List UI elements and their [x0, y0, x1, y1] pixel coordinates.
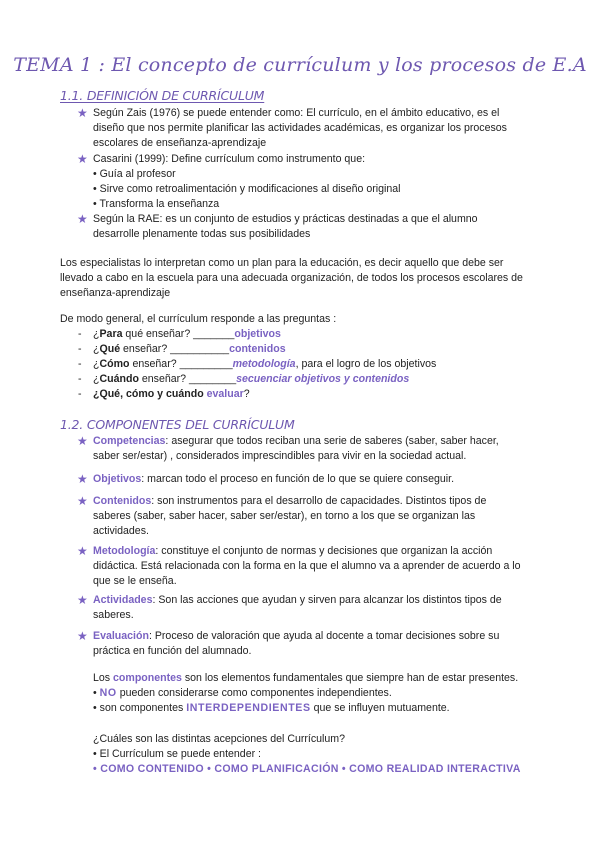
componentes-summary	[78, 671, 538, 716]
question-text	[93, 387, 250, 402]
especialistas-paragraph: Los especialistas lo interpretan como un plan para la educación, es decir aquello que debe ser llevado a cabo en la escuela para una adecuada organización, de todos los procesos escolares de enseñanza-aprendizaje	[60, 257, 523, 299]
component-label: Contenidos	[93, 495, 152, 507]
inter-post: que se influyen mutuamente.	[310, 702, 450, 714]
star-icon: ★	[77, 593, 88, 607]
star-icon: ★	[77, 106, 88, 120]
component-evaluacion	[78, 629, 526, 659]
question-blank: __________	[170, 343, 230, 355]
inter-line	[93, 701, 538, 716]
star-icon: ★	[77, 629, 88, 643]
question-text	[93, 327, 281, 342]
question-blank: _______	[193, 328, 235, 340]
component-desc: marcan todo el proceso en función de lo que se quiere conseguir.	[144, 473, 455, 485]
page-title: TEMA 1 : El concepto de currículum y los procesos de E.A	[13, 54, 587, 76]
componentes-word: componentes	[113, 672, 182, 684]
question-text	[93, 342, 286, 357]
inter-pre: • son componentes	[93, 702, 187, 714]
question-blank: _________	[179, 358, 233, 370]
component-label: Objetivos	[93, 473, 142, 485]
definition-rae-text: Según la RAE: es un conjunto de estudios y prácticas destinadas a que el alumno desarrolle plenamente todas sus posibilidades	[93, 213, 478, 240]
component-sep: :	[151, 495, 155, 507]
definition-casarini-text: Casarini (1999): Define currículum como instrumento que:	[93, 153, 366, 165]
no-line	[93, 686, 538, 701]
definition-zais-text: Según Zais (1976) se puede entender como: El currículo, en el ámbito educativo, es el diseño que nos permite planificar las actividades académicas, es organizar los procesos escolares de enseñanza-aprendizaje	[93, 107, 507, 149]
component-sep: :	[155, 545, 159, 557]
definition-casarini	[78, 152, 526, 212]
dash-marker: -	[78, 358, 82, 370]
acepciones-list: • COMO CONTENIDO • COMO PLANIFICACIÓN • COMO REALIDAD INTERACTIVA	[93, 763, 521, 775]
no-post: pueden considerarse como componentes independientes.	[116, 687, 392, 699]
modo-general-paragraph: De modo general, el currículum responde a las preguntas :	[60, 313, 337, 325]
question-rest: qué enseñar?	[122, 328, 194, 340]
question-open: ¿	[93, 343, 100, 355]
acepciones-intro: • El Currículum se puede entender :	[93, 748, 261, 760]
question-answer: contenidos	[229, 343, 286, 355]
question-key: Cómo	[99, 358, 130, 370]
question-blank: ________	[188, 373, 237, 385]
question-key: Cuándo	[99, 373, 139, 385]
question-key: Para	[99, 328, 123, 340]
question-tail: ?	[243, 388, 250, 400]
component-contenidos	[78, 494, 526, 539]
star-icon: ★	[77, 212, 88, 226]
inter-word: INTERDEPENDIENTES	[186, 702, 311, 714]
component-sep: :	[148, 630, 152, 642]
casarini-point: • Transforma la enseñanza	[93, 198, 220, 210]
component-actividades	[78, 593, 526, 623]
component-desc: Son las acciones que ayudan y sirven para alcanzar los distintos tipos de saberes.	[93, 594, 502, 621]
no-word: NO	[99, 687, 117, 699]
question-rest: enseñar?	[120, 343, 171, 355]
component-desc: son instrumentos para el desarrollo de capacidades. Distintos tipos de saberes (saber, saber hacer, saber ser/estar), en torno a los que se organizan las actividades.	[93, 495, 487, 537]
star-icon: ★	[77, 152, 88, 166]
star-icon: ★	[77, 494, 88, 508]
dash-marker: -	[78, 373, 82, 385]
component-text	[93, 629, 526, 659]
definition-zais	[78, 106, 526, 151]
question-answer: objetivos	[234, 328, 281, 340]
section-2-heading: 1.2. COMPONENTES DEL CURRÍCULUM	[60, 417, 295, 432]
componentes-post: son los elementos fundamentales que siempre han de estar presentes.	[181, 672, 519, 684]
component-text	[93, 434, 526, 464]
section-1-heading: 1.1. DEFINICIÓN DE CURRÍCULUM	[60, 88, 265, 103]
component-sep: :	[165, 435, 169, 447]
question-tail: , para el logro de los objetivos	[295, 358, 437, 370]
question-rest: enseñar?	[129, 358, 180, 370]
componentes-pre: Los	[93, 672, 114, 684]
star-icon: ★	[77, 544, 88, 558]
question-open: ¿	[93, 373, 100, 385]
component-label: Competencias	[93, 435, 166, 447]
question-answer: secuenciar objetivos y contenidos	[236, 373, 410, 385]
acepciones-question: ¿Cuáles son las distintas acepciones del Currículum?	[93, 733, 346, 745]
star-icon: ★	[77, 472, 88, 486]
question-open: ¿	[93, 328, 100, 340]
component-label: Actividades	[93, 594, 153, 606]
dash-marker: -	[78, 343, 82, 355]
component-sep: :	[152, 594, 156, 606]
question-text	[93, 372, 409, 387]
component-desc: constituye el conjunto de normas y decisiones que organizan la acción didáctica. Está relacionada con la forma en la que el alumno va a aprender de acuerdo a lo que se le enseña.	[93, 545, 521, 587]
casarini-point: • Sirve como retroalimentación y modificaciones al diseño original	[93, 183, 401, 195]
component-text	[93, 593, 526, 623]
dash-marker: -	[78, 328, 82, 340]
component-desc: Proceso de valoración que ayuda al docente a tomar decisiones sobre su práctica en función del alumnado.	[93, 630, 500, 657]
componentes-line	[93, 671, 538, 686]
definition-rae	[78, 212, 526, 242]
component-label: Metodología	[93, 545, 156, 557]
component-label: Evaluación	[93, 630, 149, 642]
component-desc: asegurar que todos reciban una serie de saberes (saber, saber hacer, saber ser/estar) , considerados imprescindibles para vivir en la sociedad actual.	[93, 435, 499, 462]
question-key: Qué	[99, 343, 121, 355]
component-sep: :	[141, 473, 145, 485]
question-key: ¿Qué, cómo y cuándo	[93, 388, 207, 400]
question-open: ¿	[93, 358, 100, 370]
star-icon: ★	[77, 434, 88, 448]
question-rest: enseñar?	[138, 373, 189, 385]
component-text	[93, 544, 526, 589]
dash-marker: -	[78, 388, 82, 400]
no-pre: •	[93, 687, 100, 699]
casarini-point: • Guía al profesor	[93, 168, 176, 180]
question-answer: metodología	[232, 358, 296, 370]
acepciones-block	[78, 732, 538, 777]
component-competencias	[78, 434, 526, 464]
component-metodologia	[78, 544, 526, 589]
question-text	[93, 357, 436, 372]
question-answer: evaluar	[206, 388, 244, 400]
component-objetivos	[78, 472, 526, 487]
component-text	[93, 494, 526, 539]
component-text	[93, 472, 526, 487]
